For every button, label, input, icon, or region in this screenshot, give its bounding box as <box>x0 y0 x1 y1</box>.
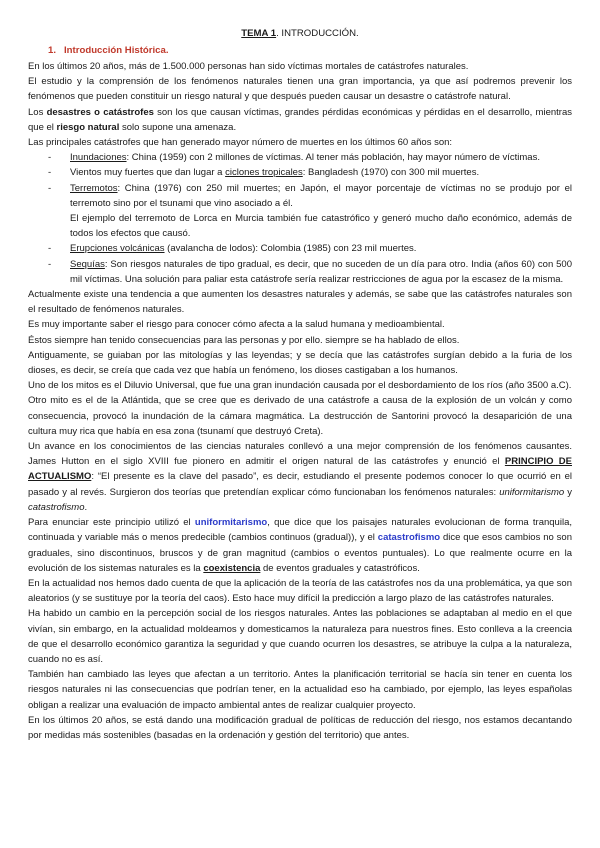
list-item <box>28 150 572 165</box>
coexistencia-term: coexistencia <box>203 562 261 574</box>
dash-marker: - <box>48 167 52 179</box>
paragraph-siempre: Éstos siempre han tenido consecuencias para las personas y por ello. siempre se ha hablado de ellos. <box>28 334 460 346</box>
text-span: , que dice que los paisajes naturales evolucionan de forma tranquila, continuada y variable más o menos predecible (cambios continuos (gradual)), y el <box>28 517 572 544</box>
text-span: dice que esos cambios no son graduales, sino discontinuos, bruscos y de gran magnitud (cambios o eventos puntuales). Lo que realmente ocurre en la evolución de los sistemas naturales es la <box>28 532 572 574</box>
title-rest: . INTRODUCCIÓN. <box>276 28 359 39</box>
paragraph-leyes: También han cambiado las leyes que afectan a un territorio. Antes la planificación territorial se hacía sin tener en cuenta los riesgos naturales ni las consecuencias que podrían tener, en la actualidad eso ha cambiado, por ejemplo, las leyes españolas obligan a realizar una evaluación de impacto ambiental antes de realizar cualquier proyecto. <box>28 669 572 711</box>
list-text: Vientos muy fuertes que dan lugar a <box>70 167 226 179</box>
list-text: : Bangladesh (1970) con 300 mil muertes. <box>302 167 480 179</box>
paragraph-actualidad: En la actualidad nos hemos dado cuenta de que la aplicación de la teoría de las catástrofes nos da una problemática, ya que son aleatorios (y se sustituye por la teoría del caos). Esto hace muy difícil la predicción a largo plazo de las catástrofes naturales. <box>28 577 572 605</box>
paragraph-antiguamente: Antiguamente, se guiaban por las mitologías y las leyendas; y se decía que las catástrofes surgían debido a la furia de los dioses, es decir, se creía que cada vez que había un fenómeno, los dioses castigaban a los humanos. <box>28 349 572 377</box>
section-number: 1. <box>48 45 57 56</box>
text-span: y <box>564 486 572 498</box>
list-item <box>28 257 572 287</box>
section-title: Introducción Histórica. <box>64 45 169 56</box>
list-item <box>28 181 572 242</box>
list-text: : Son riesgos naturales de tipo gradual, es decir, que no suceden de un día para otro. India (años 60) con 500 mil víctimas. Una solución para paliar esta catástrofe sería realizar restricciones de agua por la escasez de la misma. <box>70 258 572 285</box>
text-span: Los <box>28 106 47 118</box>
paragraph-enunciar <box>28 515 572 576</box>
list-term: Sequías <box>70 258 105 270</box>
list-term: ciclones tropicales <box>225 167 303 179</box>
uniformitarismo-term: uniformitarismo <box>194 517 268 529</box>
paragraph-avance <box>28 439 572 515</box>
bold-term: riesgo natural <box>56 121 120 133</box>
list-term: Inundaciones <box>70 152 127 164</box>
list-term: Terremotos <box>70 182 118 194</box>
paragraph-desastres <box>28 105 572 135</box>
text-span: de eventos graduales y catastróficos. <box>260 562 420 574</box>
dash-marker: - <box>48 152 52 164</box>
theory-term: uniformitarismo <box>499 486 565 498</box>
text-span: son los que causan víctimas, grandes pérdidas económicas y pérdidas en el desarrollo, mientras que el <box>28 106 572 133</box>
text-span: . <box>84 501 88 513</box>
text-span: : “El presente es la clave del pasado”, es decir, estudiando el presente podemos conocer lo que ocurrió en el pasado y al revés. Surgieron dos teorías que pretendían explicar cómo funcionaban los fenómenos naturales: <box>28 471 572 498</box>
paragraph-principales: Las principales catástrofes que han generado mayor número de muertes en los últimos 60 años son: <box>28 137 453 149</box>
paragraph-ultimos: En los últimos 20 años, se está dando una modificación gradual de políticas de reducción del riesgo, nos estamos decantando por medidas más sostenibles (basadas en la ordenación y gestión del territorio) que antes. <box>28 714 572 741</box>
list-extra: El ejemplo del terremoto de Lorca en Murcia también fue catastrófico y generó mucho daño económico, además de todos los efectos que causó. <box>70 213 572 240</box>
document-title <box>28 28 572 39</box>
theory-term: catastrofismo <box>28 501 85 513</box>
text-span: Un avance en los conocimientos de las ciencias naturales conllevó a una mejor comprensión de los fenómenos causantes. James Hutton en el siglo XVIII fue pionero en admitir el origen natural de las catástrofes y enunció el <box>28 441 572 468</box>
list-item <box>28 241 572 256</box>
catastrophe-list <box>28 150 572 287</box>
section-heading <box>48 45 572 56</box>
catastrofismo-term: catastrofismo <box>377 532 441 544</box>
list-item <box>28 165 572 180</box>
paragraph-atlantida: Otro mito es el de la Atlántida, que se cree que es derivado de una catástrofe a causa de la explosión de un volcán y como consecuencia, provocó la inundación de la cámara magmática. La destrucción de Santorini provocó la desaparición de una cultura muy rica que había en esa zona (tsunamí que destruyó Creta). <box>28 395 572 437</box>
bold-term: desastres o catástrofes <box>46 106 154 118</box>
list-term: Erupciones volcánicas <box>70 243 165 255</box>
text-span: Para enunciar este principio utilizó el <box>28 517 195 529</box>
text-span: solo supone una amenaza. <box>119 121 237 133</box>
paragraph-diluvio: Uno de los mitos es el Diluvio Universal, que fue una gran inundación causada por el desbordamiento de los ríos (año 3500 a.C). <box>28 380 572 392</box>
paragraph-importante: Es muy importante saber el riesgo para conocer cómo afecta a la salud humana y medioambiental. <box>28 319 445 331</box>
paragraph-intro-1: En los últimos 20 años, más de 1.500.000 personas han sido víctimas mortales de catástrofes naturales. <box>28 61 469 72</box>
paragraph-actualmente: Actualmente existe una tendencia a que aumenten los desastres naturales y además, se sabe que las catástrofes naturales son el resultado de fenómenos naturales. <box>28 289 572 316</box>
dash-marker: - <box>48 243 52 255</box>
list-text: : China (1959) con 2 millones de víctimas. Al tener más población, hay mayor número de víctimas. <box>126 152 540 164</box>
list-text: (avalancha de lodos): Colombia (1985) con 23 mil muertes. <box>164 243 417 255</box>
title-bold: TEMA 1 <box>241 28 277 39</box>
paragraph-intro-2: El estudio y la comprensión de los fenómenos naturales tienen una gran importancia, ya que así podremos prevenir los fenómenos que pueden constituir un riesgo natural y que después pueden causar un desastre o catástrofe natural. <box>28 76 572 103</box>
list-text: : China (1976) con 250 mil muertes; en Japón, el mayor porcentaje de víctimas no se produjo por el terremoto sino por el tsunami que vino asociado a él. <box>70 182 572 209</box>
dash-marker: - <box>48 182 52 194</box>
dash-marker: - <box>48 258 52 270</box>
paragraph-cambio: Ha habido un cambio en la percepción social de los riesgos naturales. Antes las poblaciones se adaptaban al medio en el que vivían, sin embargo, en la actualidad moldeamos y domesticamos la naturaleza para nuestros fines. Esto conlleva a la creencia de que el desarrollo económico garantiza la seguridad y que cuando ocurren los desastres, se atribuye la culpa a la naturaleza, cuando no es así. <box>28 608 572 665</box>
principle-term: PRINCIPIO DE ACTUALISMO <box>28 456 572 483</box>
